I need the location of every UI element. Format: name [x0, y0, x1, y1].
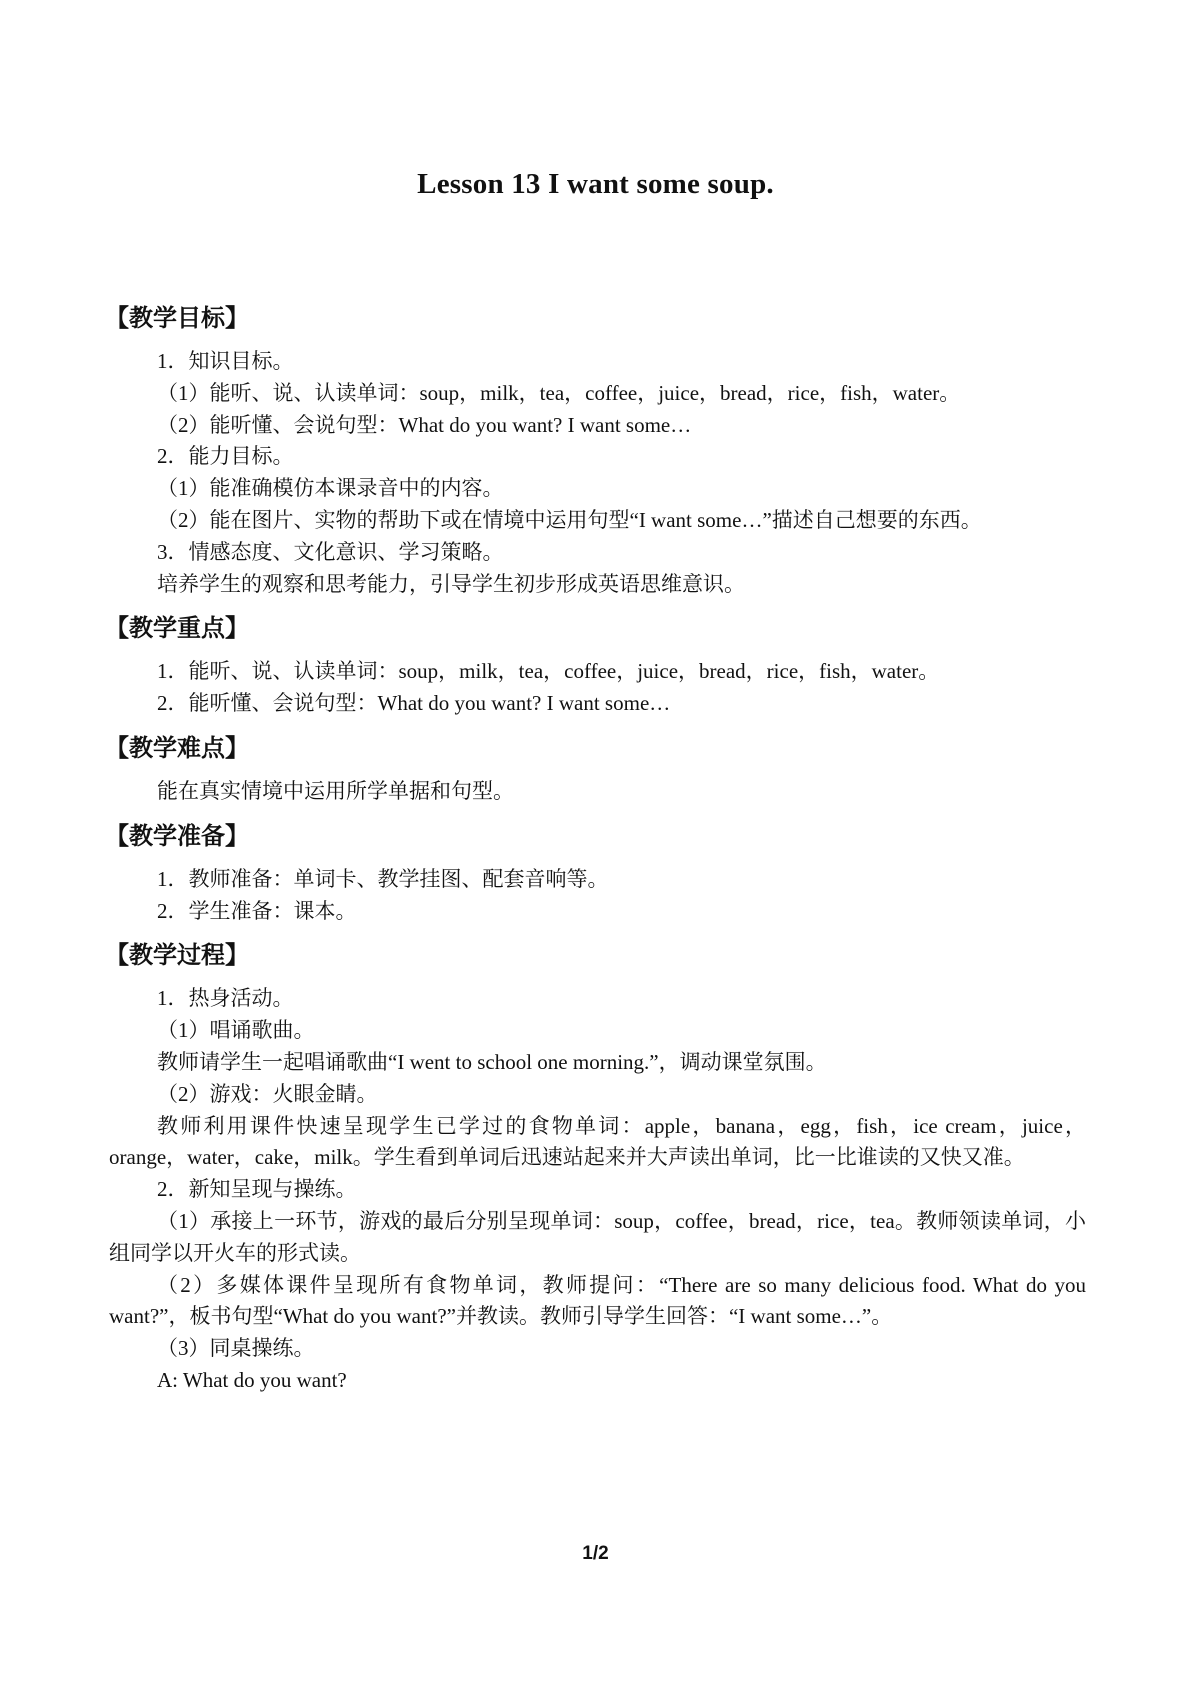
paragraph: 2．能力目标。: [157, 444, 294, 469]
paragraph: 教师请学生一起唱诵歌曲“I went to school one morning.”，调动课堂氛围。: [157, 1049, 827, 1074]
paragraph: （1）能听、说、认读单词：soup，milk，tea，coffee，juice，bread，rice，fish，water。: [157, 380, 961, 405]
paragraph: （1）能准确模仿本课录音中的内容。: [157, 476, 504, 501]
paragraph: 3．情感态度、文化意识、学习策略。: [157, 539, 504, 564]
paragraph: A: What do you want?: [157, 1367, 347, 1392]
section-preparation: [105, 818, 1086, 928]
page-number: [0, 1543, 1191, 1565]
section-heading: 【教学准备】: [105, 821, 249, 850]
paragraph: 2．新知呈现与操练。: [157, 1177, 357, 1202]
paragraph: 1．教师准备：单词卡、教学挂图、配套音响等。: [157, 866, 609, 891]
section-teaching-objectives: [105, 300, 1086, 600]
paragraph: （3）同桌操练。: [157, 1336, 315, 1361]
paragraph: 1．能听、说、认读单词：soup，milk，tea，coffee，juice，bread，rice，fish，water。: [157, 659, 940, 684]
page-total: 2: [598, 1543, 609, 1564]
section-difficulties: [105, 730, 1086, 808]
paragraph: 1．热身活动。: [157, 986, 294, 1011]
paragraph: 2．能听懂、会说句型：What do you want? I want some…: [157, 691, 671, 716]
paragraph: 教师利用课件快速呈现学生已学过的食物单词：apple，banana，egg，fish，ice cream，juice，orange，water，cake，milk。学生看到单词后迅速站起来并大声读出单词，比一比谁读的又快又准。: [109, 1113, 1086, 1170]
paragraph: 培养学生的观察和思考能力，引导学生初步形成英语思维意识。: [157, 571, 745, 596]
section-key-points: [105, 610, 1086, 720]
page-separator: /: [592, 1543, 599, 1564]
section-heading: 【教学难点】: [105, 733, 249, 762]
paragraph: 能在真实情境中运用所学单据和句型。: [157, 778, 514, 803]
section-teaching-process: [105, 937, 1086, 1396]
page-current: 1: [582, 1543, 593, 1564]
page-title: Lesson 13 I want some soup.: [417, 168, 774, 200]
paragraph: （2）游戏：火眼金睛。: [157, 1081, 378, 1106]
document-body: [105, 300, 1086, 1407]
paragraph: 2．学生准备：课本。: [157, 898, 357, 923]
paragraph: （2）能听懂、会说句型：What do you want? I want some…: [157, 412, 692, 437]
paragraph: （2）能在图片、实物的帮助下或在情境中运用句型“I want some…”描述自己想要的东西。: [157, 507, 982, 532]
section-heading: 【教学目标】: [105, 304, 249, 332]
paragraph: （1）唱诵歌曲。: [157, 1018, 315, 1043]
section-heading: 【教学过程】: [105, 941, 249, 970]
paragraph: 1．知识目标。: [157, 349, 294, 373]
paragraph: （1）承接上一环节，游戏的最后分别呈现单词：soup，coffee，bread，rice，tea。教师领读单词，小组同学以开火车的形式读。: [109, 1208, 1086, 1265]
section-heading: 【教学重点】: [105, 614, 249, 643]
paragraph: （2）多媒体课件呈现所有食物单词，教师提问：“There are so many delicious food. What do you want?”，板书句型“What do you want?”并教读。教师引导学生回答：“I want some…”。: [109, 1272, 1086, 1329]
